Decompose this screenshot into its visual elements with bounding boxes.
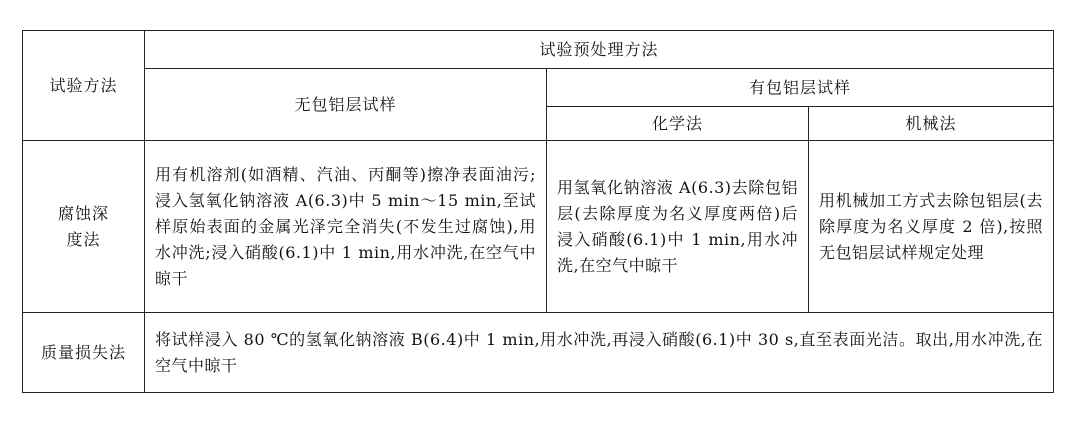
row-label-corrosion-depth: 腐蚀深度法 (23, 141, 145, 313)
row-label-mass-loss: 质量损失法 (23, 313, 145, 393)
cell-mechanical-procedure: 用机械加工方式去除包铝层(去除厚度为名义厚度 2 倍),按照无包铝层试样规定处理 (809, 141, 1054, 313)
header-mechanical-method: 机械法 (809, 107, 1054, 141)
row-mass-loss (23, 313, 1054, 393)
cell-unclad-procedure: 用有机溶剂(如酒精、汽油、丙酮等)擦净表面油污;浸入氢氧化钠溶液 A(6.3)中 5 min～15 min,至试样原始表面的金属光泽完全消失(不发生过腐蚀),用水冲洗;浸入硝酸(6.1)中 1 min,用水冲洗,在空气中晾干 (145, 141, 547, 313)
header-chemical-method: 化学法 (547, 107, 809, 141)
header-test-method: 试验方法 (23, 31, 145, 141)
header-row-2 (23, 69, 1054, 107)
cell-mass-loss-procedure: 将试样浸入 80 ℃的氢氧化钠溶液 B(6.4)中 1 min,用水冲洗,再浸入硝酸(6.1)中 30 s,直至表面光洁。取出,用水冲洗,在空气中晾干 (145, 313, 1054, 393)
header-pretreatment: 试验预处理方法 (145, 31, 1054, 69)
cell-chemical-procedure: 用氢氧化钠溶液 A(6.3)去除包铝层(去除厚度为名义厚度两倍)后浸入硝酸(6.1)中 1 min,用水冲洗,在空气中晾干 (547, 141, 809, 313)
row-corrosion-depth (23, 141, 1054, 313)
pretreatment-table (22, 30, 1054, 393)
header-unclad-specimen: 无包铝层试样 (145, 69, 547, 141)
header-clad-specimen: 有包铝层试样 (547, 69, 1054, 107)
header-row-1 (23, 31, 1054, 69)
